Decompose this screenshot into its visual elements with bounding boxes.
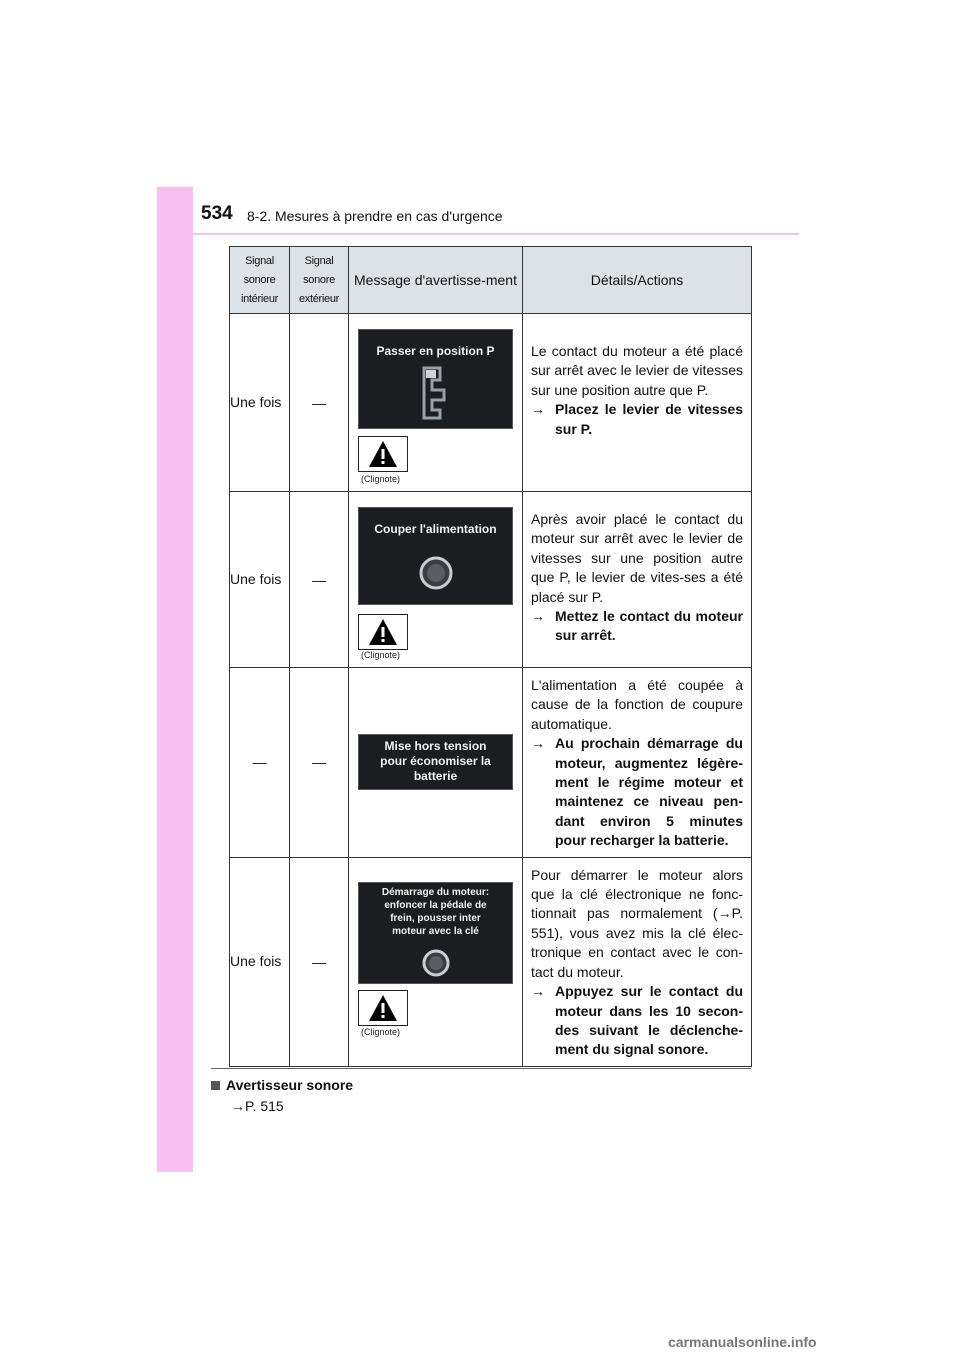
blink-label: (Clignote): [361, 650, 401, 660]
display-screen: [358, 507, 513, 605]
header-warning-message: Message d'avertisse-ment: [349, 247, 523, 314]
warning-triangle-icon: [368, 440, 398, 468]
arrow-icon: →: [531, 608, 545, 625]
details-cell: [523, 314, 752, 492]
table-row: [230, 314, 752, 492]
header-interior-buzzer: Signal sonore intérieur: [230, 247, 290, 314]
blink-label: (Clignote): [361, 474, 401, 484]
message-cell: [349, 492, 523, 668]
interior-signal: Une fois: [230, 314, 290, 492]
power-button-icon: [422, 949, 450, 977]
action-item: [531, 982, 743, 1060]
display-screen: [358, 882, 513, 984]
header-details-actions: Détails/Actions: [523, 247, 752, 314]
subsection-heading: [211, 1077, 353, 1093]
screen-text: Passer en position P: [376, 344, 495, 358]
display-screen: [358, 329, 513, 429]
section-title: 8-2. Mesures à prendre en cas d'urgence: [247, 208, 503, 224]
warning-table: [229, 246, 752, 1067]
exterior-signal: —: [290, 668, 349, 858]
details-text: Pour démarrer le moteur alors que la clé électronique ne fonc-tionnait pas normalement (→P. 551), vous avez mis la clé élec-tronique en contact avec le con-tact du moteur.: [531, 866, 743, 980]
action-text: Placez le levier de vitesses sur P.: [555, 401, 743, 437]
details-text: Après avoir placé le contact du moteur sur arrêt avec le levier de vitesses sur une position autre que P, le levier de vites-ses a été placé sur P.: [531, 511, 743, 605]
page-number: 534: [201, 203, 233, 224]
action-text: Appuyez sur le contact du moteur dans les 10 secon-des suivant le déclenche-ment du signal sonore.: [555, 983, 743, 1058]
arrow-icon: →: [531, 735, 545, 752]
action-text: Mettez le contact du moteur sur arrêt.: [555, 608, 743, 644]
interior-signal: Une fois: [230, 492, 290, 668]
screen-text: Couper l'alimentation: [374, 522, 497, 536]
details-cell: [523, 492, 752, 668]
section-divider: [211, 1068, 751, 1069]
action-item: [531, 734, 743, 850]
bullet-square-icon: [211, 1081, 220, 1090]
header-rule: [193, 233, 799, 235]
warning-triangle-icon: [368, 994, 398, 1022]
arrow-icon: →: [531, 401, 545, 418]
table-row: [230, 492, 752, 668]
exterior-signal: —: [290, 314, 349, 492]
message-cell: [349, 668, 523, 858]
exterior-signal: —: [290, 492, 349, 668]
subsection-title: Avertisseur sonore: [226, 1077, 354, 1093]
action-item: [531, 607, 743, 646]
details-text: Le contact du moteur a été placé sur arrêt avec le levier de vitesses sur une position autre que P.: [531, 343, 743, 398]
warning-triangle-icon: [368, 618, 398, 646]
master-warning-box: [358, 990, 408, 1026]
details-cell: [523, 857, 752, 1066]
table-row: [230, 857, 752, 1066]
watermark: carmanualsonline.info: [668, 1334, 817, 1350]
details-text: L'alimentation a été coupée à cause de la fonction de coupure automatique.: [531, 677, 743, 732]
shift-pattern-icon: [416, 364, 456, 422]
chapter-tab: [157, 187, 193, 1172]
header-exterior-buzzer: Signal sonore extérieur: [290, 247, 349, 314]
details-cell: [523, 668, 752, 858]
exterior-signal: —: [290, 857, 349, 1066]
message-cell: [349, 857, 523, 1066]
master-warning-box: [358, 614, 408, 650]
page-reference: →P. 515: [231, 1098, 284, 1114]
arrow-icon: →: [531, 983, 545, 1000]
action-item: [531, 400, 743, 439]
power-button-icon: [419, 556, 453, 590]
screen-text: Mise hors tension pour économiser la batterie: [380, 739, 491, 783]
table-row: [230, 668, 752, 858]
screen-text: Démarrage du moteur: enfoncer la pédale de frein, pousser inter moteur avec la clé: [381, 886, 490, 937]
interior-signal: —: [230, 668, 290, 858]
interior-signal: Une fois: [230, 857, 290, 1066]
blink-label: (Clignote): [361, 1026, 401, 1037]
message-cell: [349, 314, 523, 492]
master-warning-box: [358, 436, 408, 472]
display-screen: [358, 734, 513, 790]
action-text: Au prochain démarrage du moteur, augmentez légère-ment le régime moteur et maintenez ce niveau pen-dant environ 5 minutes pour recharger la batterie.: [555, 735, 743, 849]
table-header-row: [230, 247, 752, 314]
